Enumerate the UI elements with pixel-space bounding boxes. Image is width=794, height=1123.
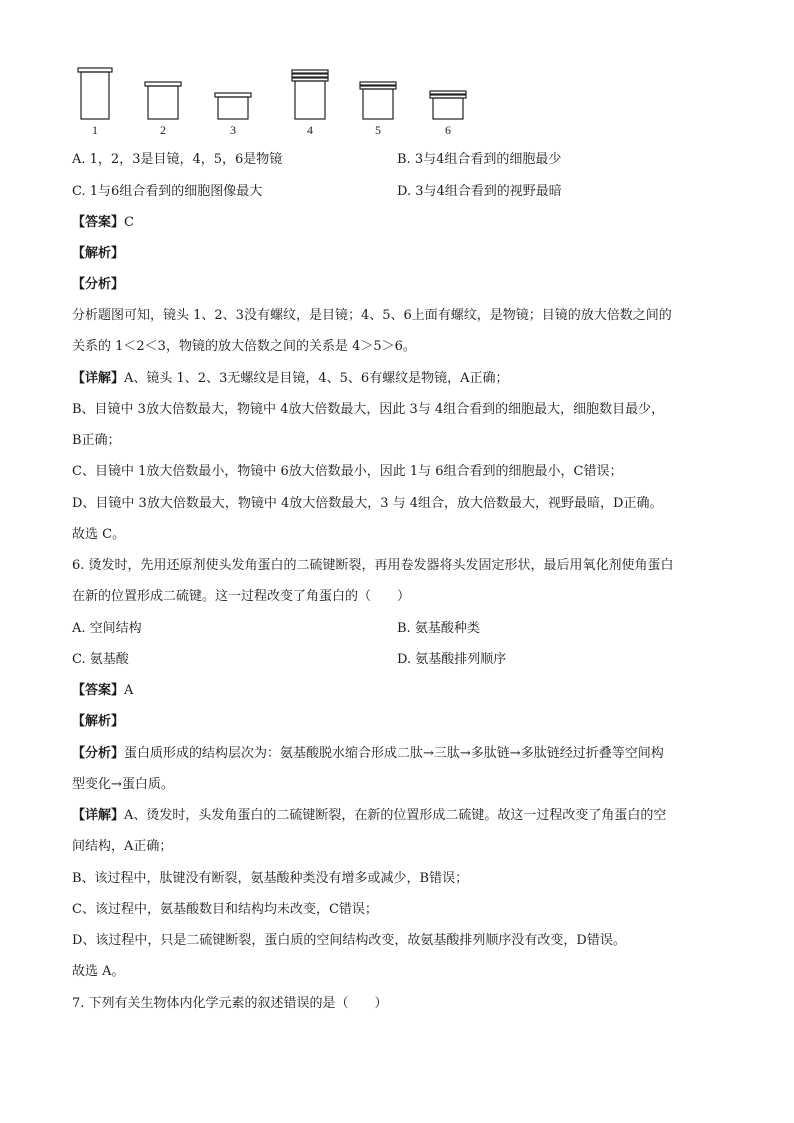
q6-line-c: C、该过程中，氨基酸数目和结构均未改变，C错误； bbox=[72, 902, 378, 917]
lens-3 bbox=[215, 93, 251, 119]
q5-line-b2: B正确； bbox=[72, 433, 121, 448]
lens-label-1: 1 bbox=[92, 123, 98, 137]
lens-label-6: 6 bbox=[445, 123, 451, 137]
q6-option-a: A. 空间结构 bbox=[72, 621, 142, 636]
q6-option-b: B. 氨基酸种类 bbox=[397, 621, 480, 636]
lens-6 bbox=[430, 91, 466, 119]
q6-line-d: D、该过程中，只是二硫键断裂，蛋白质的空间结构改变，故氨基酸排列顺序没有改变，D错误。 bbox=[72, 933, 626, 948]
answer-tag: 【答案】 bbox=[72, 683, 125, 698]
q5-option-b: B. 3与4组合看到的细胞最少 bbox=[397, 152, 562, 167]
lens-4 bbox=[292, 70, 328, 119]
xiangjie-text: A、镜头 1、2、3无螺纹是目镜，4、5、6有螺纹是物镜，A正确； bbox=[124, 371, 509, 386]
lens-1 bbox=[78, 68, 112, 119]
q6-option-c: C. 氨基酸 bbox=[72, 652, 129, 667]
lens-figure bbox=[72, 66, 492, 138]
lens-label-2: 2 bbox=[160, 123, 166, 137]
q5-option-a: A. 1，2，3是目镜，4，5，6是物镜 bbox=[72, 152, 283, 167]
xiangjie-tag: 【详解】 bbox=[72, 808, 125, 823]
q6-analysis-tag: 【解析】 bbox=[72, 714, 125, 729]
q5-fenxi-tag: 【分析】 bbox=[72, 277, 125, 292]
q7-stem: 7. 下列有关生物体内化学元素的叙述错误的是（ ） bbox=[72, 996, 388, 1011]
q6-stem-2: 在新的位置形成二硫键。这一过程改变了角蛋白的（ ） bbox=[72, 589, 411, 604]
lens-5 bbox=[360, 82, 396, 119]
lens-label-4: 4 bbox=[307, 123, 313, 137]
q5-analysis-tag: 【解析】 bbox=[72, 246, 125, 261]
xiangjie-tag: 【详解】 bbox=[72, 371, 125, 386]
q5-option-d: D. 3与4组合看到的视野最暗 bbox=[397, 184, 562, 199]
q6-fenxi-line-2: 型变化→蛋白质。 bbox=[72, 777, 174, 792]
q5-conclusion: 故选 C。 bbox=[72, 527, 126, 542]
fenxi-tag: 【分析】 bbox=[72, 746, 125, 761]
q6-fenxi-line-1 bbox=[72, 745, 664, 763]
q5-xiangjie-a bbox=[72, 370, 509, 388]
q6-xiangjie-a bbox=[72, 807, 666, 825]
q5-line-d: D、目镜中 3放大倍数最大，物镜中 4放大倍数最大，3 与 4组合，放大倍数最大，视野最暗，D正确。 bbox=[72, 496, 663, 511]
fenxi-text: 蛋白质形成的结构层次为：氨基酸脱水缩合形成二肽→三肽→多肽链→多肽链经过折叠等空间构 bbox=[124, 746, 664, 761]
q5-fenxi-line-2: 关系的 1＜2＜3，物镜的放大倍数之间的关系是 4＞5＞6。 bbox=[72, 339, 416, 354]
answer-value: A bbox=[124, 683, 134, 698]
q5-answer bbox=[72, 214, 134, 232]
q6-stem-1: 6. 烫发时，先用还原剂使头发角蛋白的二硫键断裂，再用卷发器将头发固定形状，最后用氧化剂使角蛋白 bbox=[72, 558, 674, 573]
answer-tag: 【答案】 bbox=[72, 215, 125, 230]
q6-conclusion: 故选 A。 bbox=[72, 964, 125, 979]
q5-line-c: C、目镜中 1放大倍数最小，物镜中 6放大倍数最小，因此 1与 6组合看到的细胞最小，C错误； bbox=[72, 464, 623, 479]
q6-line-b: B、该过程中，肽键没有断裂，氨基酸种类没有增多或减少，B错误； bbox=[72, 871, 469, 886]
lens-2 bbox=[145, 82, 181, 119]
q5-option-c: C. 1与6组合看到的细胞图像最大 bbox=[72, 184, 263, 199]
lens-label-5: 5 bbox=[375, 123, 381, 137]
q5-line-b1: B、目镜中 3放大倍数最大，物镜中 4放大倍数最大，因此 3与 4组合看到的细胞最大，细胞数目最少， bbox=[72, 402, 665, 417]
q6-xiangjie-a2: 间结构，A正确； bbox=[72, 839, 173, 854]
answer-value: C bbox=[124, 215, 134, 230]
q5-fenxi-line-1: 分析题图可知，镜头 1、2、3没有螺纹，是目镜；4、5、6上面有螺纹，是物镜；目镜的放大倍数之间的 bbox=[72, 308, 672, 323]
q6-option-d: D. 氨基酸排列顺序 bbox=[397, 652, 507, 667]
lens-label-3: 3 bbox=[230, 123, 236, 137]
q6-answer bbox=[72, 682, 133, 700]
xiangjie-text: A、烫发时，头发角蛋白的二硫键断裂，在新的位置形成二硫键。故这一过程改变了角蛋白的空 bbox=[124, 808, 667, 823]
